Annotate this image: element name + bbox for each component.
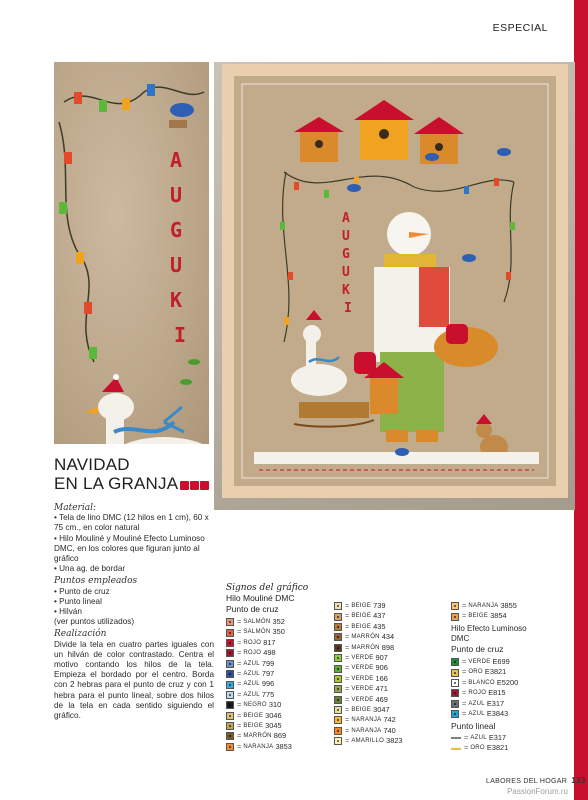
legend-column-luminous [451,657,518,719]
legend-row [226,731,292,741]
legend-row [226,711,292,721]
detail-letter-3: G [170,218,183,242]
equals-sign: = [237,689,242,699]
magazine-name: LABORES DEL HOGAR [486,778,568,785]
equals-sign: = [345,642,350,652]
legend-row [451,743,508,753]
thread-color-name: BEIGE [351,613,372,620]
color-swatch-icon [226,639,234,647]
page-edge-bar [574,0,588,800]
equals-sign: = [237,720,242,730]
equals-sign: = [464,743,469,753]
embroidery-letter-6: I [344,301,352,316]
embroidery-letter-5: K [342,283,350,298]
thread-number: E3821 [484,667,507,677]
thread-number: 437 [373,611,386,621]
thread-color-name: ORO [468,669,483,676]
thread-color-name: BLANCO [468,679,495,686]
legend-row [334,653,403,663]
equals-sign: = [237,741,242,751]
legend-row [226,648,292,658]
color-swatch-icon [334,737,342,745]
detail-letter-2: U [170,183,183,207]
legend-row [451,601,517,611]
title-line-2: EN LA GRANJA [54,474,179,493]
color-swatch-icon [334,706,342,714]
detail-letter-6: I [174,323,187,347]
legend-row [334,632,403,642]
thread-number: 775 [261,689,275,699]
thread-color-name: SALMÓN [243,619,271,625]
material-item: • Una ag. de bordar [54,564,126,574]
thread-number: 434 [381,632,395,642]
equals-sign: = [462,667,467,677]
color-swatch-icon [451,669,459,677]
thread-number: 3853 [275,741,292,751]
thread-number: 996 [261,679,275,689]
equals-sign: = [237,627,242,637]
legend-row [334,601,403,611]
thread-number: 898 [381,642,395,652]
color-swatch-icon [451,689,459,697]
legend-row [334,726,403,736]
embroidery-letter-4: U [342,265,350,280]
thread-color-name: AMARILLO [351,738,385,745]
legend-row [334,705,403,715]
thread-color-name: VERDE [351,665,374,672]
color-swatch-icon [226,701,234,709]
thread-number: E317 [488,733,507,742]
article-title [54,455,224,494]
detail-letter-5: K [170,288,183,312]
thread-number: 3855 [500,601,517,610]
legend-row [334,643,403,653]
thread-color-name: VERDE [468,659,491,665]
color-swatch-icon [334,675,342,683]
equals-sign: = [464,733,469,742]
thread-color-name: AZUL [468,710,485,717]
thread-color-name: MARRÓN [351,644,380,651]
color-swatch-icon [334,727,342,735]
thread-color-name: ROJO [243,650,262,657]
color-swatch-icon [226,681,234,689]
thread-number: E699 [492,657,510,666]
legend-heading: Signos del gráfico [226,583,309,593]
material-heading: Material: [54,503,96,513]
thread-number: 3854 [490,611,507,621]
thread-color-name: AZUL [243,670,260,677]
line-swatch-icon [451,737,461,739]
equals-sign: = [237,710,242,720]
thread-color-name: ROJO [468,690,487,697]
color-swatch-icon [226,691,234,699]
color-swatch-icon [226,618,234,626]
line-swatch-icon [451,748,461,750]
thread-color-name: ORO [470,745,485,752]
equals-sign: = [345,715,350,725]
legend-row [451,699,518,709]
difficulty-icon [180,475,210,494]
color-swatch-icon [334,696,342,704]
linear-heading: Punto lineal [451,721,496,731]
equals-sign: = [345,684,350,694]
equals-sign: = [345,704,350,714]
color-swatch-icon [451,700,459,708]
thread-number: 310 [268,700,282,710]
legend-column-1 [226,617,292,752]
thread-color-name: BEIGE [351,706,372,713]
instructions-column [54,501,214,721]
page-footer [486,776,586,785]
equals-sign: = [462,611,467,621]
luminous-cross-heading: Punto de cruz [451,644,504,654]
color-swatch-icon [226,660,234,668]
color-swatch-icon [334,602,342,610]
legend-row [226,617,292,627]
thread-number: E3843 [486,708,509,718]
thread-color-name: AZUL [468,700,485,707]
legend-row [334,736,403,746]
equals-sign: = [345,621,350,631]
thread-color-name: BEIGE [243,722,264,729]
equals-sign: = [237,648,242,658]
equals-sign: = [462,657,467,666]
luminous-heading [451,624,527,654]
color-swatch-icon [226,712,234,720]
thread-number: 740 [383,725,396,735]
stitch-item: • Punto lineal [54,596,102,606]
thread-number: 3047 [373,704,390,714]
thread-number: 3046 [265,710,282,720]
equals-sign: = [345,736,350,746]
color-swatch-icon [451,710,459,718]
equals-sign: = [345,694,350,704]
equals-sign: = [462,688,467,698]
legend-subheading: Hilo Mouliné DMC [226,593,295,603]
thread-color-name: NARANJA [243,743,274,750]
equals-sign: = [345,611,350,621]
thread-number: 350 [272,627,285,637]
thread-color-name: NARANJA [351,727,382,734]
thread-color-name: AZUL [470,735,487,741]
legend-row [226,700,292,710]
thread-number: 742 [383,715,396,725]
thread-number: 435 [373,621,386,631]
thread-number: 799 [261,658,275,668]
thread-color-name: ROJO [243,639,262,646]
color-swatch-icon [334,654,342,662]
thread-number: 166 [375,673,388,683]
equals-sign: = [345,725,350,735]
legend-row [451,733,508,743]
luminous-heading-line-2: DMC [451,634,470,643]
color-swatch-icon [451,679,459,687]
material-item: • Hilo Mouliné y Mouliné Efecto Luminoso DMC, en los colores que figuran junto al gráfico [54,533,205,564]
legend-row [226,638,292,648]
thread-number: E5200 [496,677,519,687]
legend-row [226,679,292,689]
color-swatch-icon [451,602,459,610]
color-swatch-icon [226,743,234,751]
equals-sign: = [345,652,350,662]
legend-row [226,659,292,669]
thread-number: 797 [261,668,275,678]
legend-row [226,742,292,752]
color-swatch-icon [334,716,342,724]
thread-color-name: AZUL [243,691,260,698]
color-swatch-icon [451,613,459,621]
equals-sign: = [345,601,350,610]
thread-color-name: NARANJA [351,717,382,724]
thread-color-name: BEIGE [351,603,372,609]
realization-heading: Realización [54,629,107,640]
legend-column-3 [451,601,517,622]
legend-row [334,611,403,621]
thread-number: 471 [375,684,388,694]
thread-number: 3045 [265,720,282,730]
thread-color-name: BEIGE [351,623,372,630]
legend-cross-heading: Punto de cruz [226,604,279,614]
embroidery-letter-1: A [342,211,350,226]
legend-row [226,721,292,731]
equals-sign: = [237,679,242,689]
legend-row [334,684,403,694]
legend-row [451,657,518,667]
legend-row [451,678,518,688]
thread-color-name: NARANJA [468,603,499,609]
thread-number: 352 [272,617,285,626]
legend-row [451,611,517,621]
equals-sign: = [462,677,467,687]
color-swatch-icon [334,613,342,621]
watermark: PassionForum.ru [507,787,568,796]
legend-column-2 [334,601,403,746]
page-number: 133 [571,776,586,785]
thread-number: 739 [373,601,386,610]
thread-number: 907 [375,652,388,662]
equals-sign: = [237,668,242,678]
equals-sign: = [237,731,242,741]
color-swatch-icon [334,633,342,641]
thread-color-name: BEIGE [468,613,489,620]
thread-color-name: SALMÓN [243,629,271,636]
title-line-1: NAVIDAD [54,455,130,474]
equals-sign: = [237,617,242,626]
equals-sign: = [462,601,467,610]
thread-number: 817 [263,637,276,647]
thread-color-name: MARRÓN [351,634,380,641]
detail-photo [54,62,209,444]
goose-icon [84,374,209,444]
thread-color-name: NEGRO [243,702,267,709]
realization-text: Divide la tela en cuatro partes iguales con un hilván de color contrastado. Centra el motivo contando los hilos de la tela. Empieza el bordado por el centro. Borda con 2 hebras para el punto de cruz y con 1 hebra para el punto lineal, sobre dos hilos de la tela en cada sentido siguiendo el gráfico. [54,639,214,721]
thread-number: 498 [263,648,276,658]
equals-sign: = [345,632,350,642]
equals-sign: = [237,700,242,710]
equals-sign: = [237,637,242,647]
legend-column-linear [451,733,508,754]
thread-color-name: VERDE [351,654,374,661]
legend-row [226,669,292,679]
thread-color-name: VERDE [351,686,374,693]
thread-color-name: AZUL [243,660,260,667]
equals-sign: = [345,673,350,683]
thread-number: E317 [486,698,505,708]
equals-sign: = [462,708,467,718]
equals-sign: = [345,663,350,673]
legend-header [226,583,346,614]
legend-row [334,622,403,632]
legend-row [226,690,292,700]
detail-letter-4: U [170,253,183,277]
legend-row [451,709,518,719]
thread-number: E815 [488,688,506,698]
thread-color-name: BEIGE [243,712,264,719]
color-swatch-icon [226,649,234,657]
thread-color-name: AZUL [243,681,260,688]
color-swatch-icon [226,629,234,637]
color-swatch-icon [451,658,459,666]
legend-row [451,688,518,698]
equals-sign: = [237,658,242,668]
legend-row [451,667,518,677]
thread-number: 3823 [386,736,403,746]
embroidery-letter-3: G [342,247,350,262]
legend-row [334,663,403,673]
stitch-note: (ver puntos utilizados) [54,617,135,627]
equals-sign: = [462,698,467,708]
embroidery-letter-2: U [342,229,350,244]
legend-row [226,627,292,637]
color-swatch-icon [226,732,234,740]
detail-letter-1: A [170,148,183,172]
section-label: ESPECIAL [492,22,548,34]
stitch-item: • Punto de cruz [54,586,110,596]
color-swatch-icon [334,623,342,631]
thread-number: 469 [375,694,388,704]
material-item: • Tela de lino DMC (12 hilos en 1 cm), 60 x 75 cm., en color natural [54,513,209,533]
color-swatch-icon [334,665,342,673]
color-swatch-icon [226,722,234,730]
legend-row [334,674,403,684]
thread-number: 869 [273,731,287,741]
thread-number: 906 [375,663,388,673]
thread-color-name: MARRÓN [243,733,272,740]
color-swatch-icon [334,685,342,693]
legend-row [334,695,403,705]
thread-color-name: VERDE [351,675,374,682]
color-swatch-icon [334,644,342,652]
thread-number: E3821 [486,743,509,753]
thread-color-name: VERDE [351,696,374,703]
framed-embroidery-photo [214,62,575,510]
luminous-heading-line-1: Hilo Efecto Luminoso [451,624,527,633]
color-swatch-icon [226,670,234,678]
stitch-item: • Hilván [54,607,82,617]
legend-row [334,715,403,725]
stitches-heading: Puntos empleados [54,576,138,587]
